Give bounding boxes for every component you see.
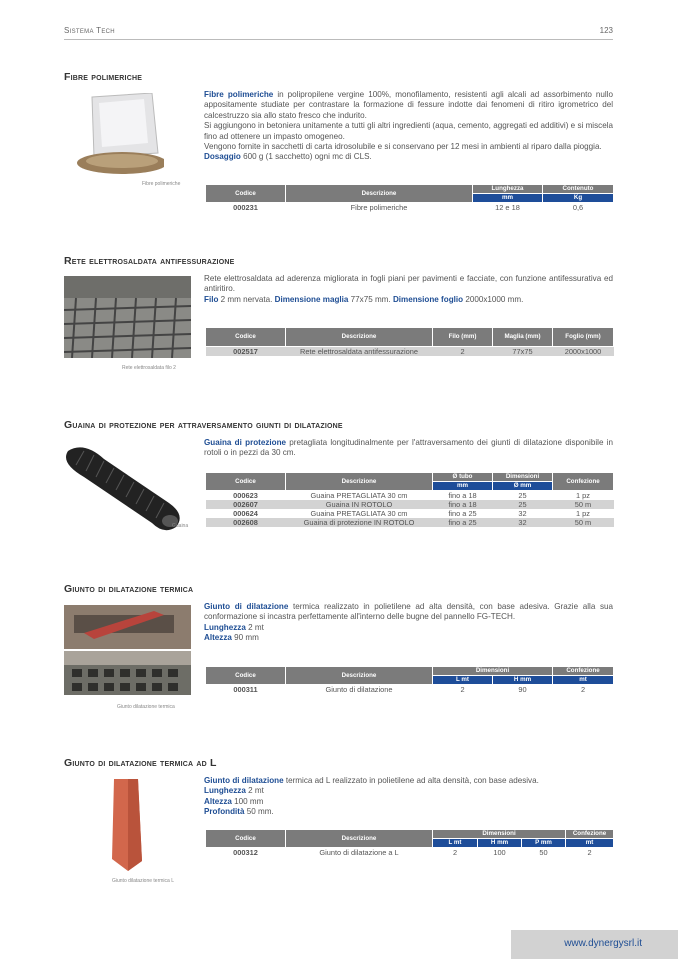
col-dimensioni: Dimensioni <box>433 667 553 676</box>
unit-mm: mm <box>433 482 493 491</box>
maglia-text: 77x75 mm. <box>348 294 393 304</box>
foglio-text: 2000x1000 mm. <box>463 294 524 304</box>
col-codice: Codice <box>206 328 286 347</box>
section-fibre <box>64 71 613 221</box>
unit-mt: mt <box>566 839 614 848</box>
cell: 32 <box>493 518 553 527</box>
section-title: Fibre polimeriche <box>64 71 143 83</box>
table-row <box>206 347 614 357</box>
footer-bar <box>511 930 678 959</box>
image-caption: Rete elettrosaldata filo 2 <box>122 365 176 371</box>
table-row <box>206 203 614 213</box>
cell: 2 <box>580 685 586 694</box>
col-confezione: Confezione <box>553 473 614 491</box>
unit-mt: mt <box>553 676 614 685</box>
col-codice: Codice <box>206 830 286 848</box>
cell: 90 <box>518 685 527 694</box>
unit-hmm: H mm <box>478 839 522 848</box>
section-guaina <box>64 419 613 539</box>
col-contenuto: Contenuto <box>543 185 614 194</box>
cell: 1 pz <box>576 509 590 518</box>
cell-code: 000624 <box>233 509 258 518</box>
dosage-text: 600 g (1 sacchetto) ogni mc di CLS. <box>240 152 372 162</box>
product-name: Giunto di dilatazione <box>204 776 284 785</box>
height-value: 90 mm <box>231 633 259 643</box>
cell: 77x75 <box>493 347 553 357</box>
cell-desc: Giunto di dilatazione <box>325 685 393 694</box>
section-title: Giunto di dilatazione termica ad L <box>64 757 217 769</box>
cell: fino a 18 <box>448 491 477 500</box>
page-header <box>64 26 613 40</box>
cell: 1 pz <box>576 491 590 500</box>
filo-text: 2 mm nervata. <box>218 294 275 304</box>
col-foglio: Foglio (mm) <box>553 328 614 347</box>
col-lunghezza: Lunghezza <box>473 185 543 194</box>
table-row <box>206 491 614 501</box>
header-title: Sistema Tech <box>64 26 115 35</box>
unit-mm: mm <box>473 194 543 203</box>
unit-lmt: L mt <box>433 839 478 848</box>
foglio-label: Dimensione foglio <box>392 294 464 304</box>
cell: 2 <box>587 848 592 857</box>
dosage-label: Dosaggio <box>204 152 241 162</box>
cell: 2 <box>460 685 465 694</box>
desc-text: pretagliata longitudinalmente per l'attraversamento dei giunti di dilatazione disponibile in rotoli o in pezzi da 30 cm. <box>204 438 613 458</box>
col-filo: Filo (mm) <box>433 328 493 347</box>
cell-desc: Fibre polimeriche <box>350 203 408 212</box>
cell: 25 <box>518 491 527 500</box>
cell: 2000x1000 <box>553 347 614 357</box>
image-caption: Giunto dilatazione termica L <box>112 878 174 884</box>
product-name: Giunto di dilatazione <box>204 602 289 611</box>
cell-desc: Guaina IN ROTOLO <box>286 500 433 509</box>
cell: 2 <box>433 347 493 357</box>
table-row <box>206 685 614 695</box>
cell: fino a 25 <box>448 509 477 518</box>
product-name: Fibre polimeriche <box>204 90 274 99</box>
cell-desc: Guaina PRETAGLIATA 30 cm <box>310 509 408 518</box>
table-row <box>206 500 614 509</box>
length-value: 2 mt <box>245 786 264 796</box>
col-codice: Codice <box>206 667 286 685</box>
desc-text: termica ad L realizzato in polietilene ad alta densità, con base adesiva. <box>283 776 539 785</box>
length-label: Lunghezza <box>204 786 246 796</box>
length-label: Lunghezza <box>204 622 246 632</box>
cell: 0,6 <box>572 203 584 212</box>
page-number: 123 <box>599 26 613 35</box>
height-label: Altezza <box>204 633 232 643</box>
filo-label: Filo <box>204 294 219 304</box>
product-table <box>205 327 614 356</box>
footer-url[interactable]: www.dynergysrl.it <box>564 938 642 949</box>
cell-desc: Guaina PRETAGLIATA 30 cm <box>310 491 408 500</box>
col-descrizione: Descrizione <box>286 667 433 685</box>
cell-code: 002607 <box>206 500 286 509</box>
cell-code: 002608 <box>206 518 286 527</box>
cell: 32 <box>518 509 527 518</box>
cell: 25 <box>493 500 553 509</box>
unit-pmm: P mm <box>522 839 566 848</box>
col-descrizione: Descrizione <box>286 473 433 491</box>
cell-desc: Guaina di protezione IN ROTOLO <box>286 518 433 527</box>
height-value: 100 mm <box>231 796 264 806</box>
desc-paragraph: Si aggiungono in betoniera unitamente a tutti gli altri ingredienti (aqua, cemento, aggregati ed additivi) e si miscela fino ad ottenere un impasto omogeneo. <box>204 121 613 141</box>
product-table <box>205 184 614 212</box>
col-dimensioni: Dimensioni <box>433 830 566 839</box>
desc-paragraph: Vengono fornite in sacchetti di carta idrosolubile e si conservano per 12 mesi in ambienti al riparo dalla pioggia. <box>204 142 602 152</box>
cell: 50 <box>539 848 548 857</box>
cell: fino a 18 <box>433 500 493 509</box>
cell-code: 000231 <box>233 203 258 212</box>
cell: 2 <box>452 848 458 857</box>
section-rete <box>64 255 613 385</box>
section-description <box>204 274 613 305</box>
col-descrizione: Descrizione <box>286 830 433 848</box>
product-name: Guaina di protezione <box>204 438 287 447</box>
section-description <box>204 438 613 459</box>
depth-value: 50 mm. <box>244 807 274 817</box>
length-value: 2 mt <box>245 622 264 632</box>
product-table <box>205 472 614 527</box>
product-table <box>205 666 614 694</box>
col-codice: Codice <box>206 473 286 491</box>
product-table <box>205 829 614 857</box>
cell: fino a 25 <box>433 518 493 527</box>
unit-lmt: L mt <box>433 676 493 685</box>
table-row <box>206 518 614 527</box>
col-dimensioni: Dimensioni <box>493 473 553 482</box>
section-giunto <box>64 583 613 713</box>
desc-text: termica realizzato in polietilene ad alta densità, con base adesiva. Grazie alla sua conformazione si incastra perfettamente all'interno delle bugne del pannello FG-TECH. <box>204 602 613 622</box>
cell-desc: Giunto di dilatazione a L <box>319 848 399 857</box>
cell-code: 000623 <box>233 491 258 500</box>
cell-code: 000312 <box>233 848 258 857</box>
col-maglia: Maglia (mm) <box>493 328 553 347</box>
mesh-image <box>64 276 191 358</box>
joint-panel-image <box>64 605 191 695</box>
col-codice: Codice <box>206 185 286 203</box>
col-descrizione: Descrizione <box>286 185 473 203</box>
depth-label: Profondità <box>204 807 245 817</box>
section-title: Guaina di protezione per attraversamento giunti di dilatazione <box>64 419 343 431</box>
cell: 50 m <box>553 518 614 527</box>
cell: 100 <box>493 848 506 857</box>
maglia-label: Dimensione maglia <box>274 294 349 304</box>
col-confezione: Confezione <box>553 667 614 676</box>
section-giunto-l <box>64 757 613 887</box>
section-description <box>204 90 613 163</box>
unit-omm: Ø mm <box>493 482 553 491</box>
desc-text: in polipropilene vergine 100%, monofilamento, resistenti agli alcali ad assorbimento nullo appositamente studiate per contrastare la formazione di fessure indotte dai fenomeni di ritiro igrometrico del calcestruzzo sia allo stato fresco che indurito. <box>204 90 614 120</box>
fibre-bag-image <box>64 93 164 178</box>
cell-code: 002517 <box>206 347 286 357</box>
image-caption: Guaina <box>172 523 189 529</box>
col-descrizione: Descrizione <box>286 328 433 347</box>
cell-desc: Rete elettrosaldata antifessurazione <box>286 347 433 357</box>
unit-kg: Kg <box>543 194 614 203</box>
cell-code: 000311 <box>233 685 258 694</box>
image-caption: Giunto dilatazione termica <box>117 704 175 710</box>
unit-hmm: H mm <box>493 676 553 685</box>
cell: 50 m <box>553 500 614 509</box>
col-confezione: Confezione <box>566 830 614 839</box>
table-row <box>206 509 614 518</box>
corrugated-tube-image <box>64 441 189 531</box>
cell: 12 e 18 <box>495 203 520 212</box>
l-joint-image <box>108 777 148 873</box>
section-title: Rete elettrosaldata antifessurazione <box>64 255 235 267</box>
section-title: Giunto di dilatazione termica <box>64 583 194 595</box>
table-row <box>206 848 614 858</box>
desc-paragraph: Rete elettrosaldata ad aderenza migliorata in fogli piani per pavimenti e facciate, con funzione antifessurativa ed antiritiro. <box>204 274 613 294</box>
height-label: Altezza <box>204 796 232 806</box>
section-description <box>204 602 613 644</box>
image-caption: Fibre polimeriche <box>142 181 181 187</box>
section-description <box>204 776 613 818</box>
col-tubo: Ø tubo <box>433 473 493 482</box>
